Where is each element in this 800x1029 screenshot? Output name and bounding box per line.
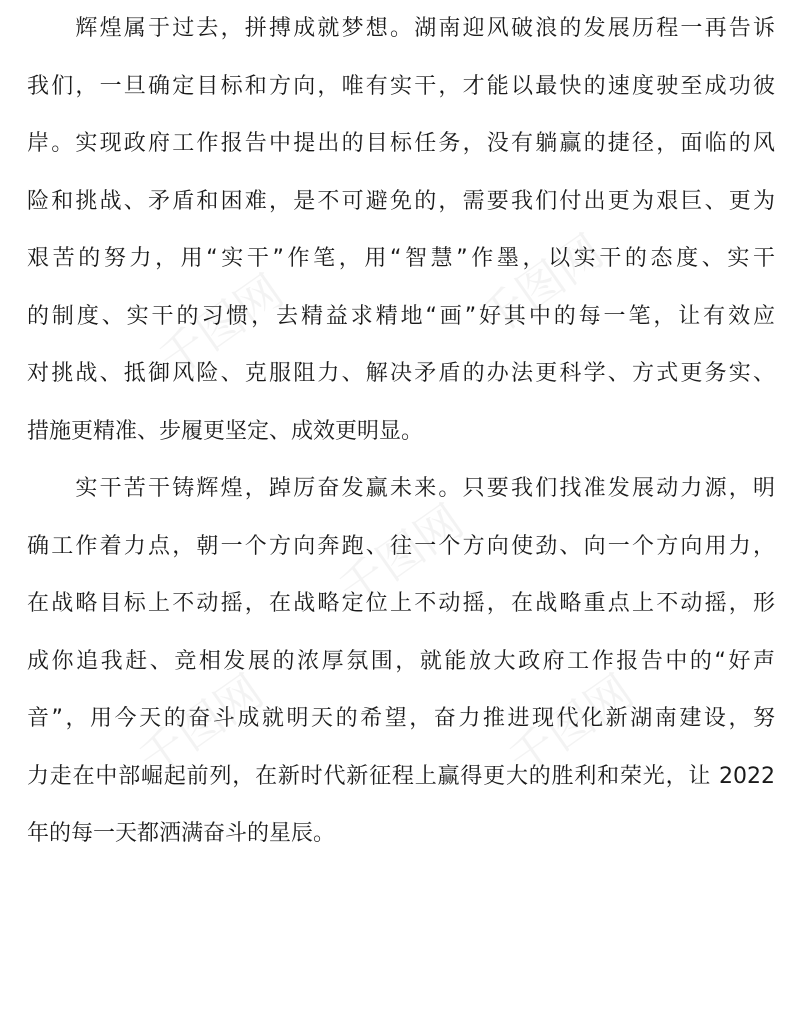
watermark: 千图网 <box>498 663 643 788</box>
text-line: 实干苦干铸辉煌，踔厉奋发赢未来。只要我们找准发展动力源，明 <box>27 476 775 501</box>
text-line: 音”，用今天的奋斗成就明天的希望，奋力推进现代化新湖南建设，努 <box>27 706 775 731</box>
text-line: 辉煌属于过去，拼搏成就梦想。湖南迎风破浪的发展历程一再告诉 <box>27 16 775 41</box>
text-line: 险和挑战、矛盾和困难，是不可避免的，需要我们付出更为艰巨、更为 <box>27 188 775 214</box>
watermark: 千图网 <box>128 663 273 788</box>
text-line: 措施更精准、步履更坚定、成效更明显。 <box>27 418 424 444</box>
text-line: 我们，一旦确定目标和方向，唯有实干，才能以最快的速度驶至成功彼 <box>27 73 775 99</box>
text-line: 在战略目标上不动摇，在战略定位上不动摇，在战略重点上不动摇，形 <box>27 591 775 616</box>
text-line: 艰苦的努力，用“实干”作笔，用“智慧”作墨，以实干的态度、实干 <box>27 246 775 271</box>
text-line: 的制度、实干的习惯，去精益求精地“画”好其中的每一笔，让有效应 <box>27 303 775 329</box>
text-line: 对挑战、抵御风险、克服阻力、解决矛盾的办法更科学、方式更务实、 <box>27 361 775 386</box>
text-line: 岸。实现政府工作报告中提出的目标任务，没有躺赢的捷径，面临的风 <box>27 131 775 156</box>
paragraph-2 <box>27 460 775 863</box>
text-line: 力走在中部崛起前列，在新时代新征程上赢得更大的胜利和荣光，让 2022 <box>27 763 775 789</box>
text-line: 确工作着力点，朝一个方向奔跑、往一个方向使劲、向一个方向用力， <box>27 533 775 559</box>
watermark: 千图网 <box>328 493 473 618</box>
watermark: 千图网 <box>468 223 613 348</box>
article-body <box>27 0 775 863</box>
paragraph-1 <box>27 0 775 460</box>
text-line: 成你追我赶、竞相发展的浓厚氛围，就能放大政府工作报告中的“好声 <box>27 648 775 674</box>
watermark: 千图网 <box>148 263 293 388</box>
text-line: 年的每一天都洒满奋斗的星辰。 <box>27 821 336 846</box>
